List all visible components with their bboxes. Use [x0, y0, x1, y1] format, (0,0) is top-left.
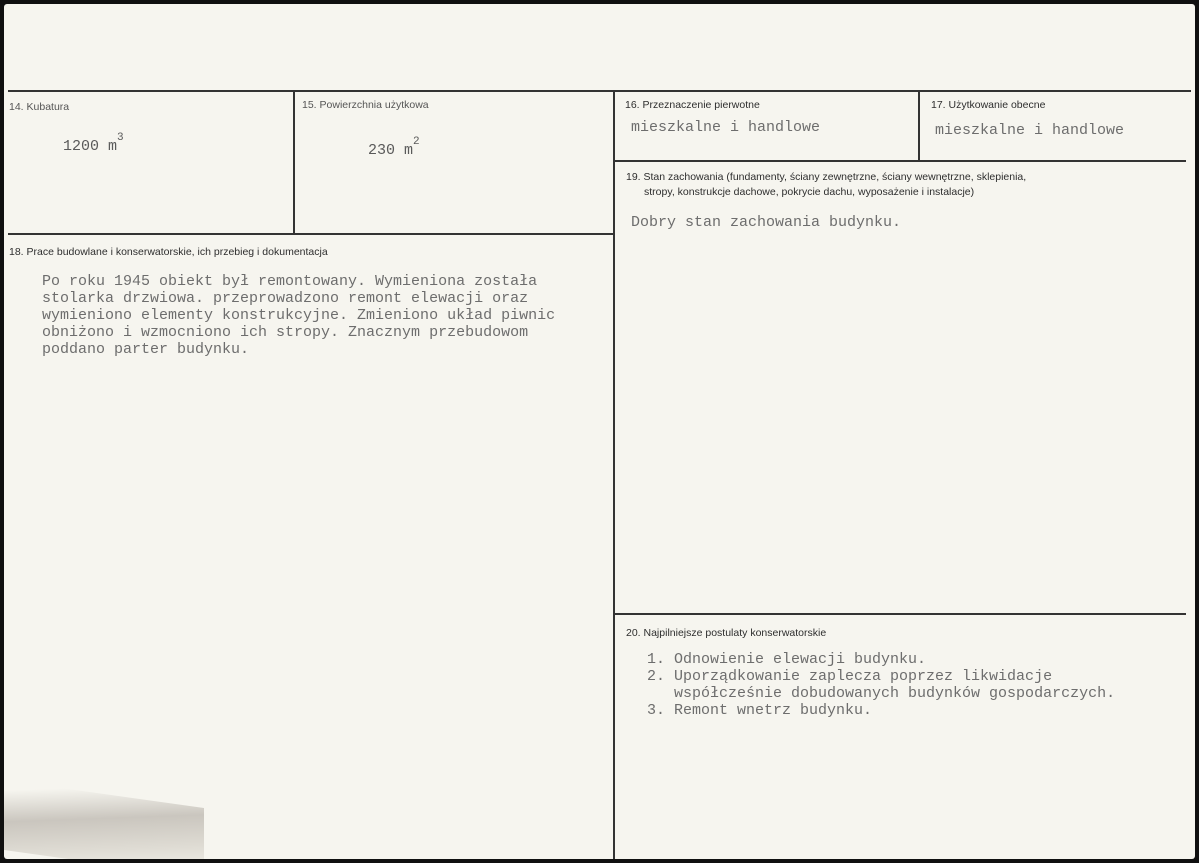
field-14-label: 14. Kubatura	[9, 101, 70, 113]
field-18-line: wymieniono elementy konstrukcyjne. Zmieniono układ piwnic	[42, 307, 556, 324]
field-15-label: 15. Powierzchnia użytkowa	[302, 99, 429, 111]
rule-above-20	[615, 613, 1186, 615]
field-18-line: obniżono i wzmocniono ich stropy. Znacznym przebudowom	[42, 324, 529, 341]
field-16-label: 16. Przeznaczenie pierwotne	[625, 99, 760, 111]
list-item: 2. Uporządkowanie zaplecza poprzez likwidacje	[647, 668, 1053, 685]
field-19-label-line2: stropy, konstrukcje dachowe, pokrycie dachu, wyposażenie i instalacje)	[644, 186, 975, 198]
field-17-label: 17. Użytkowanie obecne	[931, 99, 1046, 111]
divider-16-17	[918, 92, 920, 160]
field-14-unit: m	[108, 138, 118, 155]
field-15-unit: m	[404, 142, 414, 159]
rule-under-16-17	[615, 160, 1186, 162]
field-18-line: stolarka drzwiowa. przeprowadzono remont elewacji oraz	[42, 290, 529, 307]
field-19-value: Dobry stan zachowania budynku.	[631, 214, 902, 231]
rule-under-14-15	[8, 233, 613, 235]
list-item: współcześnie dobudowanych budynków gospodarczych.	[647, 685, 1116, 702]
field-18-line: poddano parter budynku.	[42, 341, 250, 358]
field-18-line: Po roku 1945 obiekt był remontowany. Wymieniona została	[42, 273, 538, 290]
field-16-value: mieszkalne i handlowe	[631, 119, 821, 136]
field-15-value	[368, 136, 420, 159]
field-15-number: 230	[368, 142, 396, 159]
list-item: 1. Odnowienie elewacji budynku.	[647, 651, 927, 668]
field-14-value	[63, 132, 124, 155]
field-14-number: 1200	[63, 138, 100, 155]
field-14-unit-exp: 3	[117, 132, 124, 144]
divider-14-15	[293, 92, 295, 234]
list-item: 3. Remont wnetrz budynku.	[647, 702, 873, 719]
field-15-unit-exp: 2	[413, 136, 420, 148]
record-card	[4, 4, 1195, 859]
field-19-label-line1: 19. Stan zachowania (fundamenty, ściany zewnętrzne, ściany wewnętrzne, sklepienia,	[626, 171, 1027, 183]
field-18-label: 18. Prace budowlane i konserwatorskie, ich przebieg i dokumentacja	[9, 246, 328, 258]
top-rule	[8, 90, 1191, 92]
divider-left-right	[613, 92, 615, 859]
field-20-label: 20. Najpilniejsze postulaty konserwatorskie	[626, 627, 827, 639]
scan-smudge	[4, 780, 204, 859]
field-17-value: mieszkalne i handlowe	[935, 122, 1125, 139]
